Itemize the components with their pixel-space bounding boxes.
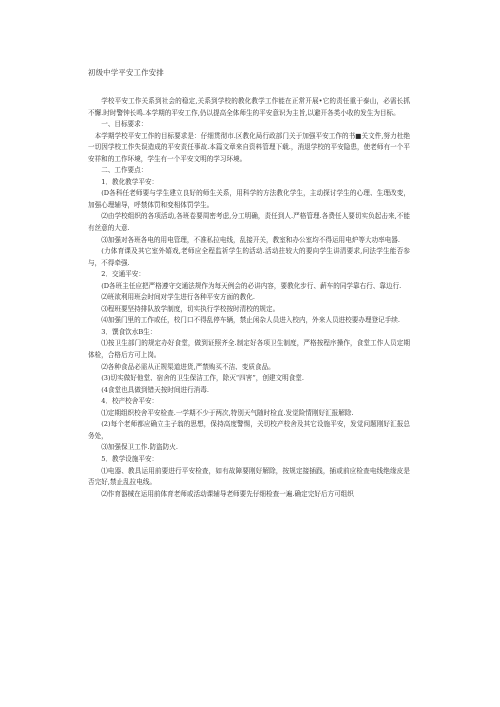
list-item: ⑵作育器械在运用前体育老师或活动课辅导老师要先仔细检查一遍.确定完好后方可组织	[101, 489, 354, 498]
document-body	[88, 96, 410, 500]
subheading-traffic-safety: 2．交通平安：	[101, 270, 145, 279]
list-item: ⑵由学校组织的各项活动,各班卷要周密考虑,分工明确，责任到人.严格管理.各费任人要切实负起击来,不能有丝意的大意.	[88, 212, 410, 233]
list-item: (D各科任老师要与学生建立良好的师生关系，用科学的方法教化学生，主动探讨学生的心理、生理改变，加强心理辅导，呼禁体罚和变相体罚学生。	[88, 189, 410, 209]
subheading-food-safety: 3．馔食饮水B生：	[101, 327, 157, 336]
subheading-equipment-safety: 5．教学设施平安：	[101, 454, 159, 463]
list-item: ⑶程班要坚持排队放学制度，切实执行学校按时清校的规定。	[101, 304, 280, 313]
list-item: (力体育课及其它室外嬉戏,老师应全程监祈学生的活动.活动拄较大的要向学生讲清要求,问法学生能否参与，不得牵强.	[88, 247, 410, 267]
section-heading-tasks: 二、工作要点：	[101, 166, 148, 175]
list-item: ⑴按卫生部门的规定办好食堂，做到证照齐全.制定好各项卫生制度，严格按程序操作，食堂工作人员定期体检，合格后方可上岗。	[88, 339, 410, 360]
section-heading-goals: 一、目标要求：	[101, 120, 148, 129]
goals-paragraph: 本学期学校平安工作的目标要求是：仔细贯彻市.区教化局行政部门关于加强平安工作的书■关文件,努力杜绝一切因学校工作失误造成的平安责任事故.本篇文章来自资料管理下载.，消退学校的平安隐患，使老师有一个平安祥和的工作环境，学生有一个平安文明的学习环境。	[88, 131, 410, 163]
subheading-property-safety: 4．校产校舍平安：	[101, 397, 159, 406]
intro-paragraph: 学校平安工作关系到社会的稳定,关系到学校的教化教学工作能在正常开展•它的责任重于泰山，必需长抓不懈.时时警钟长鸣.本学期的平安工作,仍以提高全体师生的平安意识为主旨,以避开各类小收的发生为目标。	[88, 97, 410, 117]
list-item: (2)每个老师都应确立主子翁的思想，保持高度警惕，关切校产校舍及其它设施平安，发觉问题刚好汇报总务处，	[88, 420, 410, 440]
list-item: ⑶加强对各班各电的用电管理，不准私拉电线，乱接开关，教室和办公室均不得运用电炉等大功率电器.	[101, 235, 401, 244]
list-item: ⑵各种食品必需从正规渠道进货,严禁购买不洁、变质食品。	[101, 362, 275, 371]
list-item: ⑶加强保卫工作.防盗防火.	[101, 443, 178, 452]
list-item: (4食堂也具做到错天按时间进行消毒.	[101, 385, 209, 394]
list-item: (3)切实做好他堂、宿舍的卫生保洁工作，除灭“四害”，创建文明食堂.	[101, 374, 304, 383]
list-item: ⑴电器、教具运用前要进行平安检查，如有故障要刚好解除，按规定接插践，插或前应检查电线绝缘皮是否完好,禁止乱拉电线。	[88, 466, 410, 487]
list-item: ⑵班欲利用班会时间对学生进行各种平安方面的教化.	[101, 293, 255, 302]
document-title: 初级中学平安工作安排	[88, 68, 164, 77]
subheading-teaching-safety: 1．教化教学平安：	[101, 177, 159, 186]
list-item: ⑴定期组织校舍平安检查.一学期不少于两次,特别天气随时检直.发觉险情刚好汇报解除.	[101, 408, 354, 417]
list-item: (D各班主任应把严格遵守交通法规作为每天例会的必讲内容，要教化步行、薪车的同学靠右行、靠边行.	[101, 281, 402, 290]
list-item: ⑷加强门里的工作或任，校门口不得乱停车辆，禁止闲杂人员进入校内，外来人员进校要办理登记手续.	[101, 316, 401, 325]
